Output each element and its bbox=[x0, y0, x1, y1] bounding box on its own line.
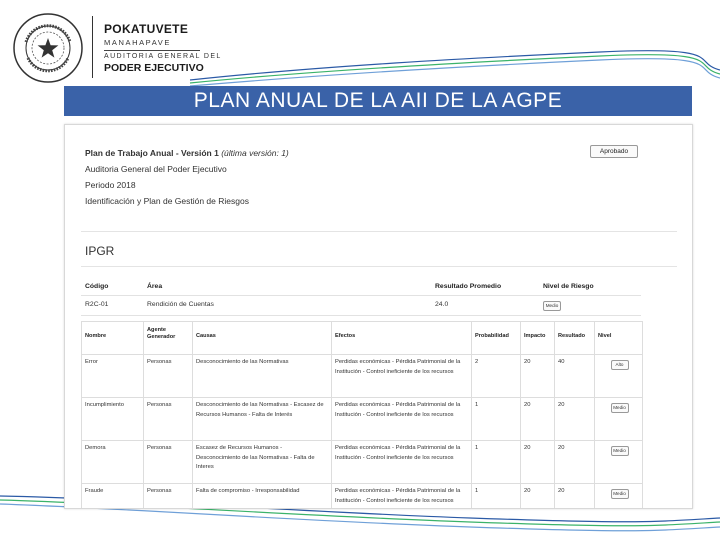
cell-agente: Personas bbox=[143, 484, 192, 509]
cell-causas: Escasez de Recursos Humanos - Desconocimiento de las Normativas - Falta de Interes bbox=[192, 441, 331, 483]
cell-agente: Personas bbox=[143, 398, 192, 440]
risk-detail-table bbox=[81, 321, 643, 509]
col-resultado-detail: Resultado bbox=[554, 322, 594, 354]
header-divider bbox=[92, 16, 93, 78]
summary-row bbox=[81, 296, 641, 316]
cell-efectos: Perdidas económicas - Pérdida Patrimonial de la Institución - Control ineficiente de los recursos bbox=[331, 398, 471, 440]
col-area: Área bbox=[147, 283, 163, 290]
cell-efectos: Perdidas económicas - Pérdida Patrimonial de la Institución - Control ineficiente de los recursos bbox=[331, 355, 471, 397]
table-row bbox=[82, 484, 642, 509]
table-row bbox=[82, 441, 642, 484]
cell-resultado: 20 bbox=[554, 398, 594, 440]
cell-nivel[interactable] bbox=[594, 441, 644, 483]
status-badge[interactable]: Aprobado bbox=[590, 145, 638, 158]
brand-line-1: POKATUVETE bbox=[104, 22, 189, 36]
section-divider-bottom bbox=[81, 266, 677, 267]
republic-seal-logo bbox=[12, 12, 84, 84]
cell-nivel[interactable] bbox=[594, 484, 644, 509]
cell-probabilidad: 2 bbox=[471, 355, 520, 397]
plan-subject: Identificación y Plan de Gestión de Riesgos bbox=[85, 196, 249, 206]
cell-causas: Desconocimiento de las Normativas - Escasez de Recursos Humanos - Falta de Interés bbox=[192, 398, 331, 440]
section-title: IPGR bbox=[85, 244, 115, 258]
cell-resultado: 20 bbox=[554, 484, 594, 509]
cell-agente: Personas bbox=[143, 355, 192, 397]
summary-table bbox=[81, 279, 641, 316]
cell-impacto: 20 bbox=[520, 441, 554, 483]
col-codigo: Código bbox=[85, 283, 109, 290]
cell-nombre: Demora bbox=[85, 445, 106, 451]
cell-resultado: 40 bbox=[554, 355, 594, 397]
summary-area: Rendición de Cuentas bbox=[147, 301, 214, 308]
col-nivel-detail: Nivel bbox=[594, 322, 644, 354]
cell-probabilidad: 1 bbox=[471, 484, 520, 509]
cell-nivel[interactable] bbox=[594, 355, 644, 397]
slide-title: PLAN ANUAL DE LA AII DE LA AGPE bbox=[64, 86, 692, 116]
plan-period: Periodo 2018 bbox=[85, 180, 136, 190]
brand-rule bbox=[104, 50, 200, 51]
cell-nombre: Fraude bbox=[85, 488, 104, 494]
col-agente: Agente Generador bbox=[143, 322, 192, 354]
cell-impacto: 20 bbox=[520, 355, 554, 397]
cell-causas: Falta de compromiso - Irresponsabilidad bbox=[192, 484, 331, 509]
summary-resultado: 24.0 bbox=[435, 301, 449, 308]
cell-nombre: Incumplimiento bbox=[85, 402, 124, 408]
table-row bbox=[82, 355, 642, 398]
plan-title-version: (última versión: 1) bbox=[221, 148, 289, 158]
agpe-brand bbox=[104, 22, 244, 74]
nivel-label: Medio bbox=[543, 301, 561, 311]
col-efectos: Efectos bbox=[331, 322, 471, 354]
nivel-badge[interactable]: Medio bbox=[611, 403, 629, 413]
nivel-badge[interactable]: Medio bbox=[611, 489, 629, 499]
table-row bbox=[82, 398, 642, 441]
plan-screenshot-panel bbox=[64, 124, 693, 509]
plan-entity: Auditoria General del Poder Ejecutivo bbox=[85, 164, 227, 174]
cell-nombre: Error bbox=[85, 359, 98, 365]
cell-causas: Desconocimiento de las Normativas bbox=[192, 355, 331, 397]
detail-header-row bbox=[82, 322, 642, 355]
cell-agente: Personas bbox=[143, 441, 192, 483]
brand-line-2: MANAHAPAVE bbox=[104, 38, 171, 47]
summary-header-row bbox=[81, 279, 641, 296]
plan-title bbox=[85, 145, 645, 161]
col-nivel: Nivel de Riesgo bbox=[543, 283, 594, 290]
cell-resultado: 20 bbox=[554, 441, 594, 483]
cell-efectos: Perdidas económicas - Pérdida Patrimonial de la Institución - Control ineficiente de los recursos bbox=[331, 441, 471, 483]
col-impacto: Impacto bbox=[520, 322, 554, 354]
cell-efectos: Perdidas económicas - Pérdida Patrimonial de la Institución - Control ineficiente de los recursos bbox=[331, 484, 471, 509]
col-nombre: Nombre bbox=[85, 333, 107, 339]
summary-codigo: R2C-01 bbox=[85, 301, 109, 308]
summary-nivel-badge[interactable] bbox=[543, 299, 561, 311]
cell-impacto: 20 bbox=[520, 484, 554, 509]
plan-header bbox=[85, 145, 645, 209]
cell-probabilidad: 1 bbox=[471, 441, 520, 483]
cell-nivel[interactable] bbox=[594, 398, 644, 440]
col-probabilidad: Probabilidad bbox=[471, 322, 520, 354]
col-causas: Causas bbox=[192, 322, 331, 354]
cell-probabilidad: 1 bbox=[471, 398, 520, 440]
brand-line-4: PODER EJECUTIVO bbox=[104, 62, 204, 74]
nivel-badge[interactable]: Alto bbox=[611, 360, 629, 370]
section-divider bbox=[81, 231, 677, 232]
col-resultado: Resultado Promedio bbox=[435, 283, 502, 290]
cell-impacto: 20 bbox=[520, 398, 554, 440]
nivel-badge[interactable]: Medio bbox=[611, 446, 629, 456]
brand-line-3: AUDITORIA GENERAL DEL bbox=[104, 53, 222, 60]
plan-title-bold: Plan de Trabajo Anual - Versión 1 bbox=[85, 148, 219, 158]
